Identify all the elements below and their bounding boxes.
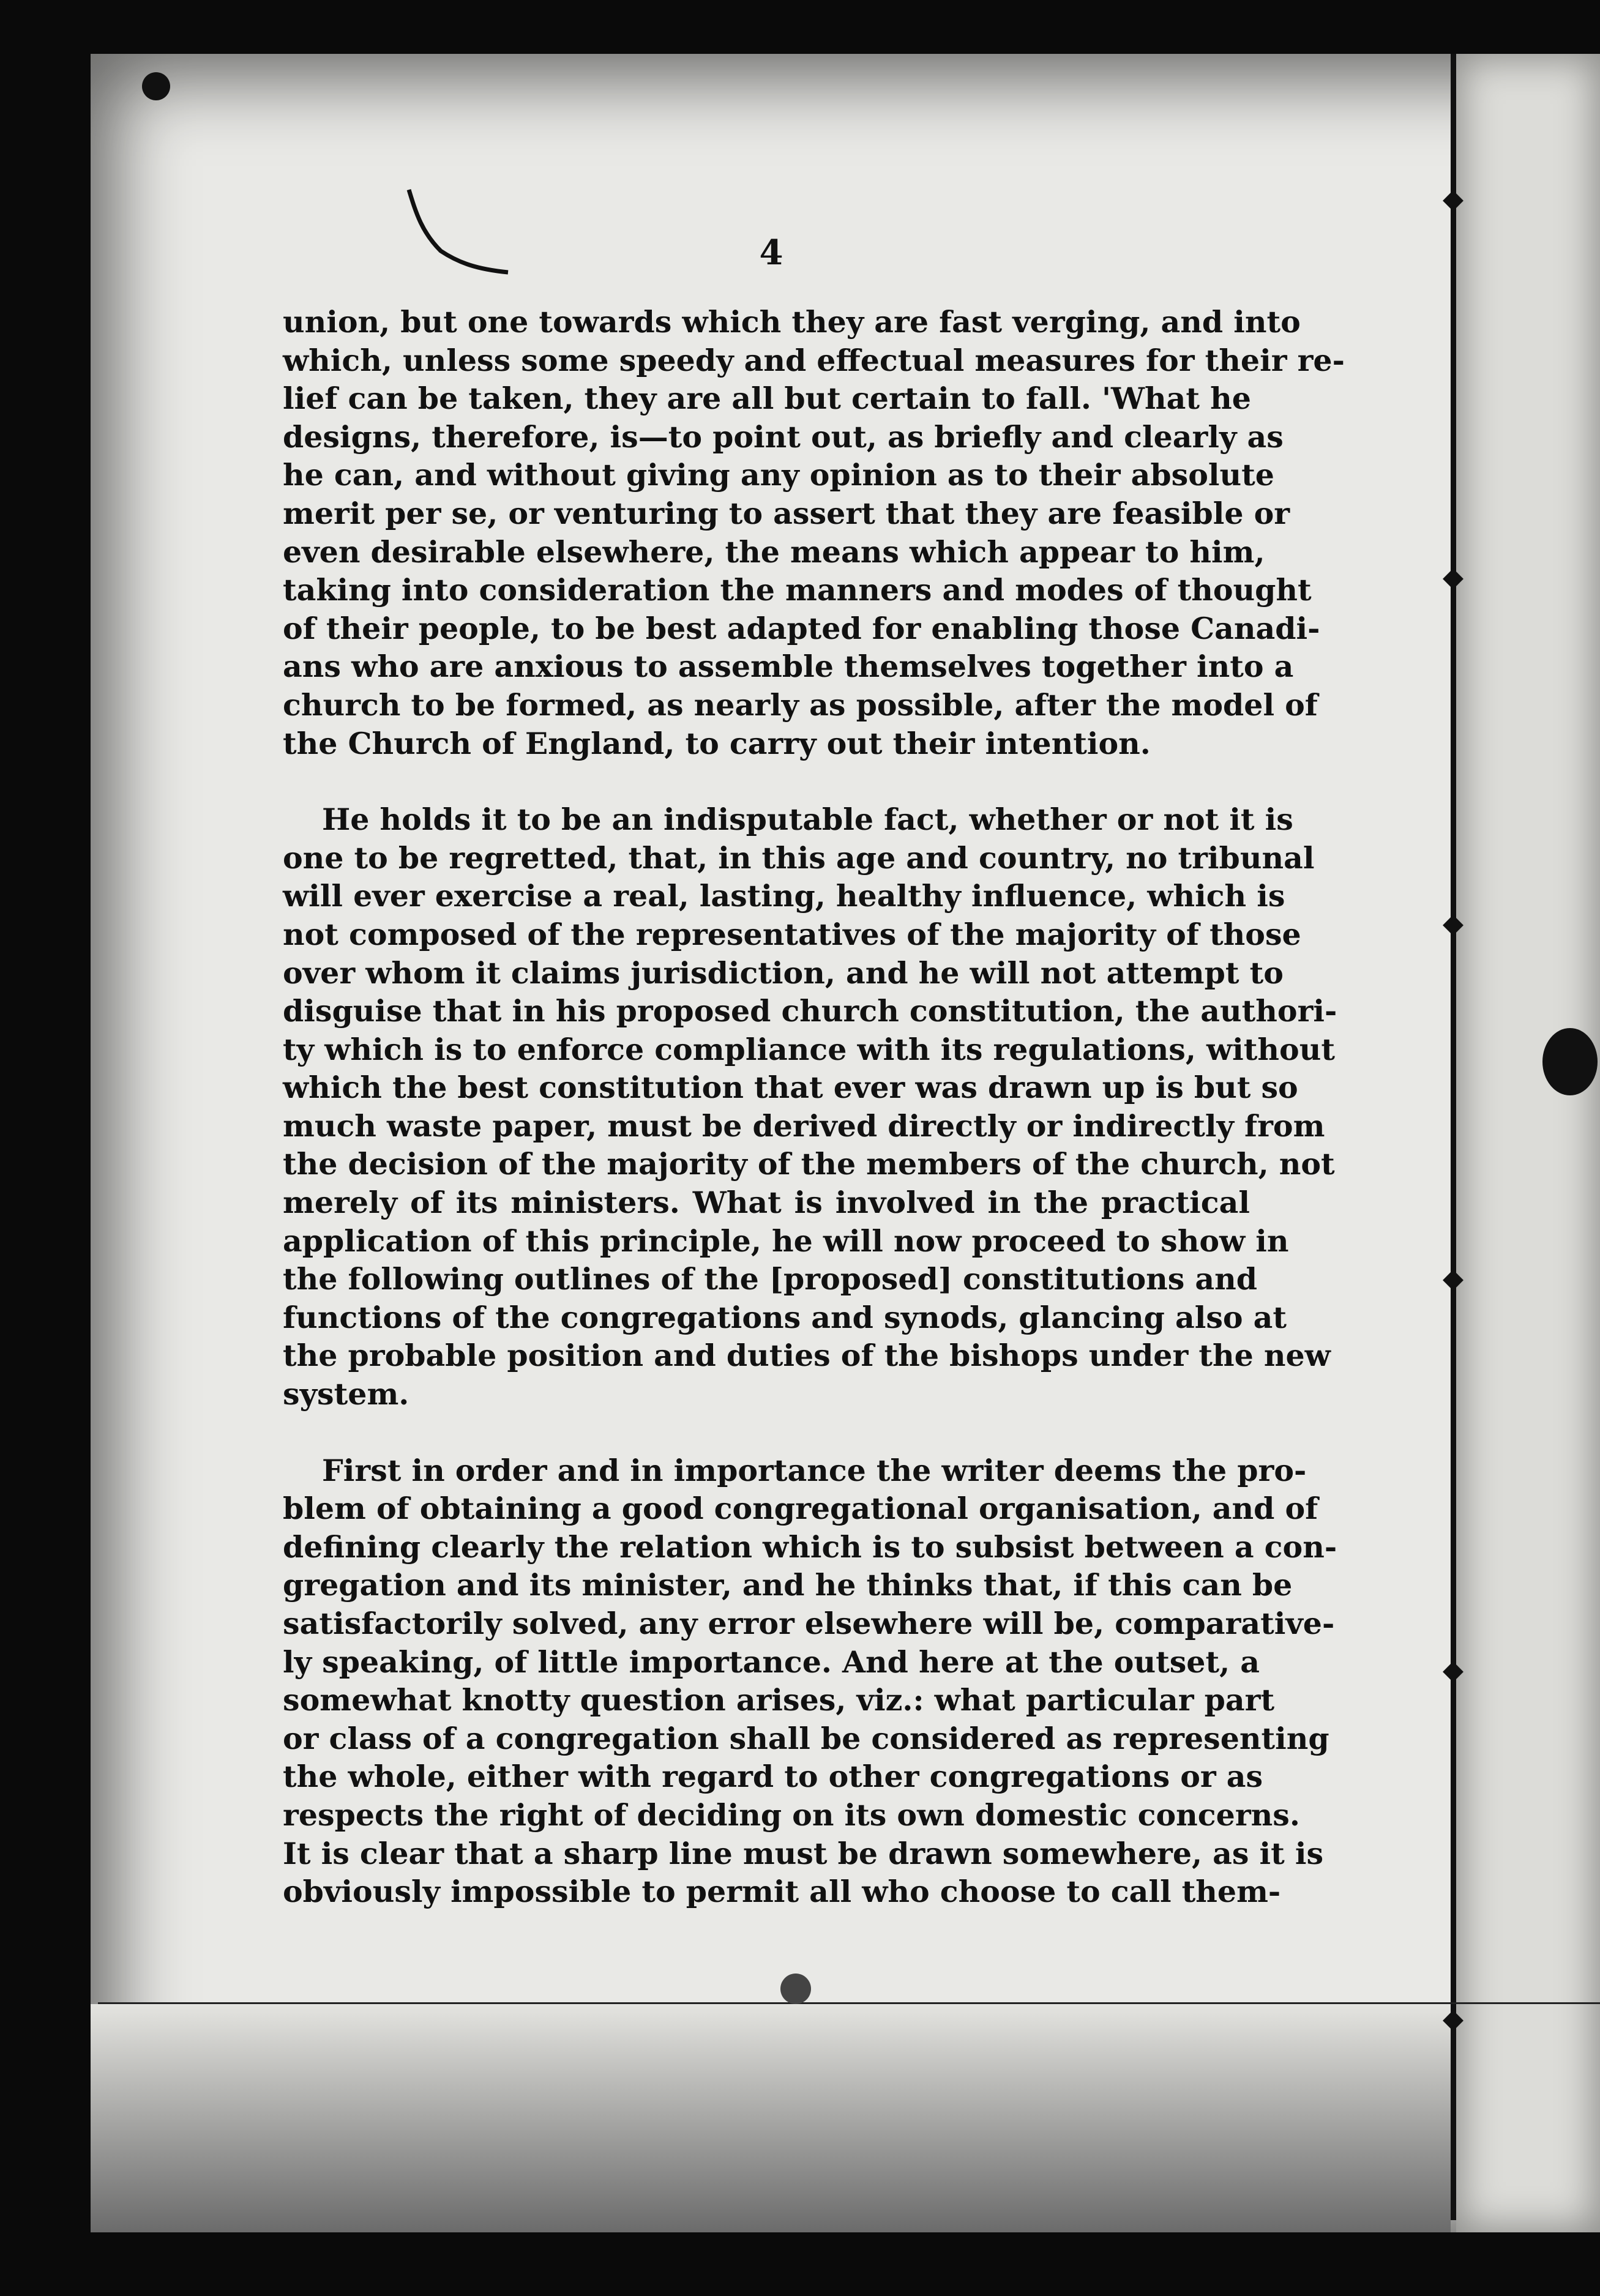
bottom-rule bbox=[98, 2002, 1600, 2004]
paragraph-1 bbox=[283, 303, 1345, 762]
text-line: ans who are anxious to assemble themselves together into a bbox=[283, 649, 1294, 685]
text-line: satisfactorily solved, any error elsewhere will be, comparative- bbox=[283, 1606, 1335, 1641]
text-line: First in order and in importance the writer deems the pro- bbox=[322, 1452, 1307, 1488]
paragraph-2 bbox=[283, 800, 1337, 1414]
right-margin-strip bbox=[1456, 54, 1600, 2232]
pen-mark bbox=[398, 184, 520, 281]
right-binding-rule bbox=[1451, 54, 1456, 2220]
text-line: which the best constitution that ever was drawn up is but so bbox=[283, 1070, 1298, 1106]
ink-blot bbox=[1542, 1028, 1598, 1095]
text-line: one to be regretted, that, in this age and country, no tribunal bbox=[283, 840, 1315, 876]
ink-blot bbox=[142, 72, 170, 100]
body-text bbox=[283, 303, 1345, 1949]
text-line: merit per se, or venturing to assert that they are feasible or bbox=[283, 495, 1290, 531]
text-line: which, unless some speedy and effectual measures for their re- bbox=[283, 342, 1345, 378]
text-line: functions of the congregations and synods, glancing also at bbox=[283, 1299, 1287, 1335]
text-line: defining clearly the relation which is to subsist between a con- bbox=[283, 1529, 1337, 1565]
text-line: ty which is to enforce compliance with its regulations, without bbox=[283, 1031, 1335, 1067]
text-line: the probable position and duties of the bishops under the new bbox=[283, 1338, 1331, 1374]
ink-blot bbox=[780, 1974, 811, 2004]
text-line: gregation and its minister, and he thinks that, if this can be bbox=[283, 1567, 1293, 1603]
paragraph-3 bbox=[283, 1452, 1337, 1911]
text-line: church to be formed, as nearly as possible, after the model of bbox=[283, 687, 1318, 723]
text-line: or class of a congregation shall be considered as representing bbox=[283, 1720, 1329, 1756]
text-line: respects the right of deciding on its own domestic concerns. bbox=[283, 1797, 1300, 1833]
text-line: obviously impossible to permit all who choose to call them- bbox=[283, 1874, 1281, 1910]
text-line: will ever exercise a real, lasting, healthy influence, which is bbox=[283, 878, 1285, 914]
text-line: of their people, to be best adapted for enabling those Canadi- bbox=[283, 610, 1320, 646]
text-line: the whole, either with regard to other congregations or as bbox=[283, 1759, 1263, 1795]
text-line: union, but one towards which they are fast verging, and into bbox=[283, 304, 1301, 340]
text-line: even desirable elsewhere, the means which appear to him, bbox=[283, 534, 1265, 570]
text-line: the decision of the majority of the members of the church, not bbox=[283, 1146, 1335, 1182]
text-line: lief can be taken, they are all but certain to fall. 'What he bbox=[283, 381, 1251, 417]
page-number: 4 bbox=[759, 233, 783, 273]
text-line: system. bbox=[283, 1376, 409, 1412]
bottom-shadow bbox=[91, 2004, 1451, 2232]
text-line: disguise that in his proposed church constitution, the authori- bbox=[283, 993, 1337, 1029]
text-line: application of this principle, he will now proceed to show in bbox=[283, 1223, 1289, 1259]
text-line: blem of obtaining a good congregational organisation, and of bbox=[283, 1491, 1318, 1527]
text-line: he can, and without giving any opinion as to their absolute bbox=[283, 457, 1274, 493]
text-line: It is clear that a sharp line must be drawn somewhere, as it is bbox=[283, 1835, 1324, 1871]
text-line: designs, therefore, is—to point out, as briefly and clearly as bbox=[283, 419, 1284, 455]
text-line: He holds it to be an indisputable fact, whether or not it is bbox=[322, 802, 1293, 838]
text-line: merely of its ministers. What is involved in the practical bbox=[283, 1185, 1250, 1221]
text-line: ly speaking, of little importance. And here at the outset, a bbox=[283, 1644, 1260, 1680]
text-line: somewhat knotty question arises, viz.: what particular part bbox=[283, 1682, 1275, 1718]
text-line: the following outlines of the [proposed] constitutions and bbox=[283, 1261, 1258, 1297]
text-line: not composed of the representatives of the majority of those bbox=[283, 916, 1301, 952]
text-line: taking into consideration the manners and modes of thought bbox=[283, 572, 1312, 608]
text-line: much waste paper, must be derived directly or indirectly from bbox=[283, 1108, 1325, 1144]
text-line: the Church of England, to carry out their intention. bbox=[283, 725, 1151, 761]
text-line: over whom it claims jurisdiction, and he will not attempt to bbox=[283, 955, 1284, 991]
